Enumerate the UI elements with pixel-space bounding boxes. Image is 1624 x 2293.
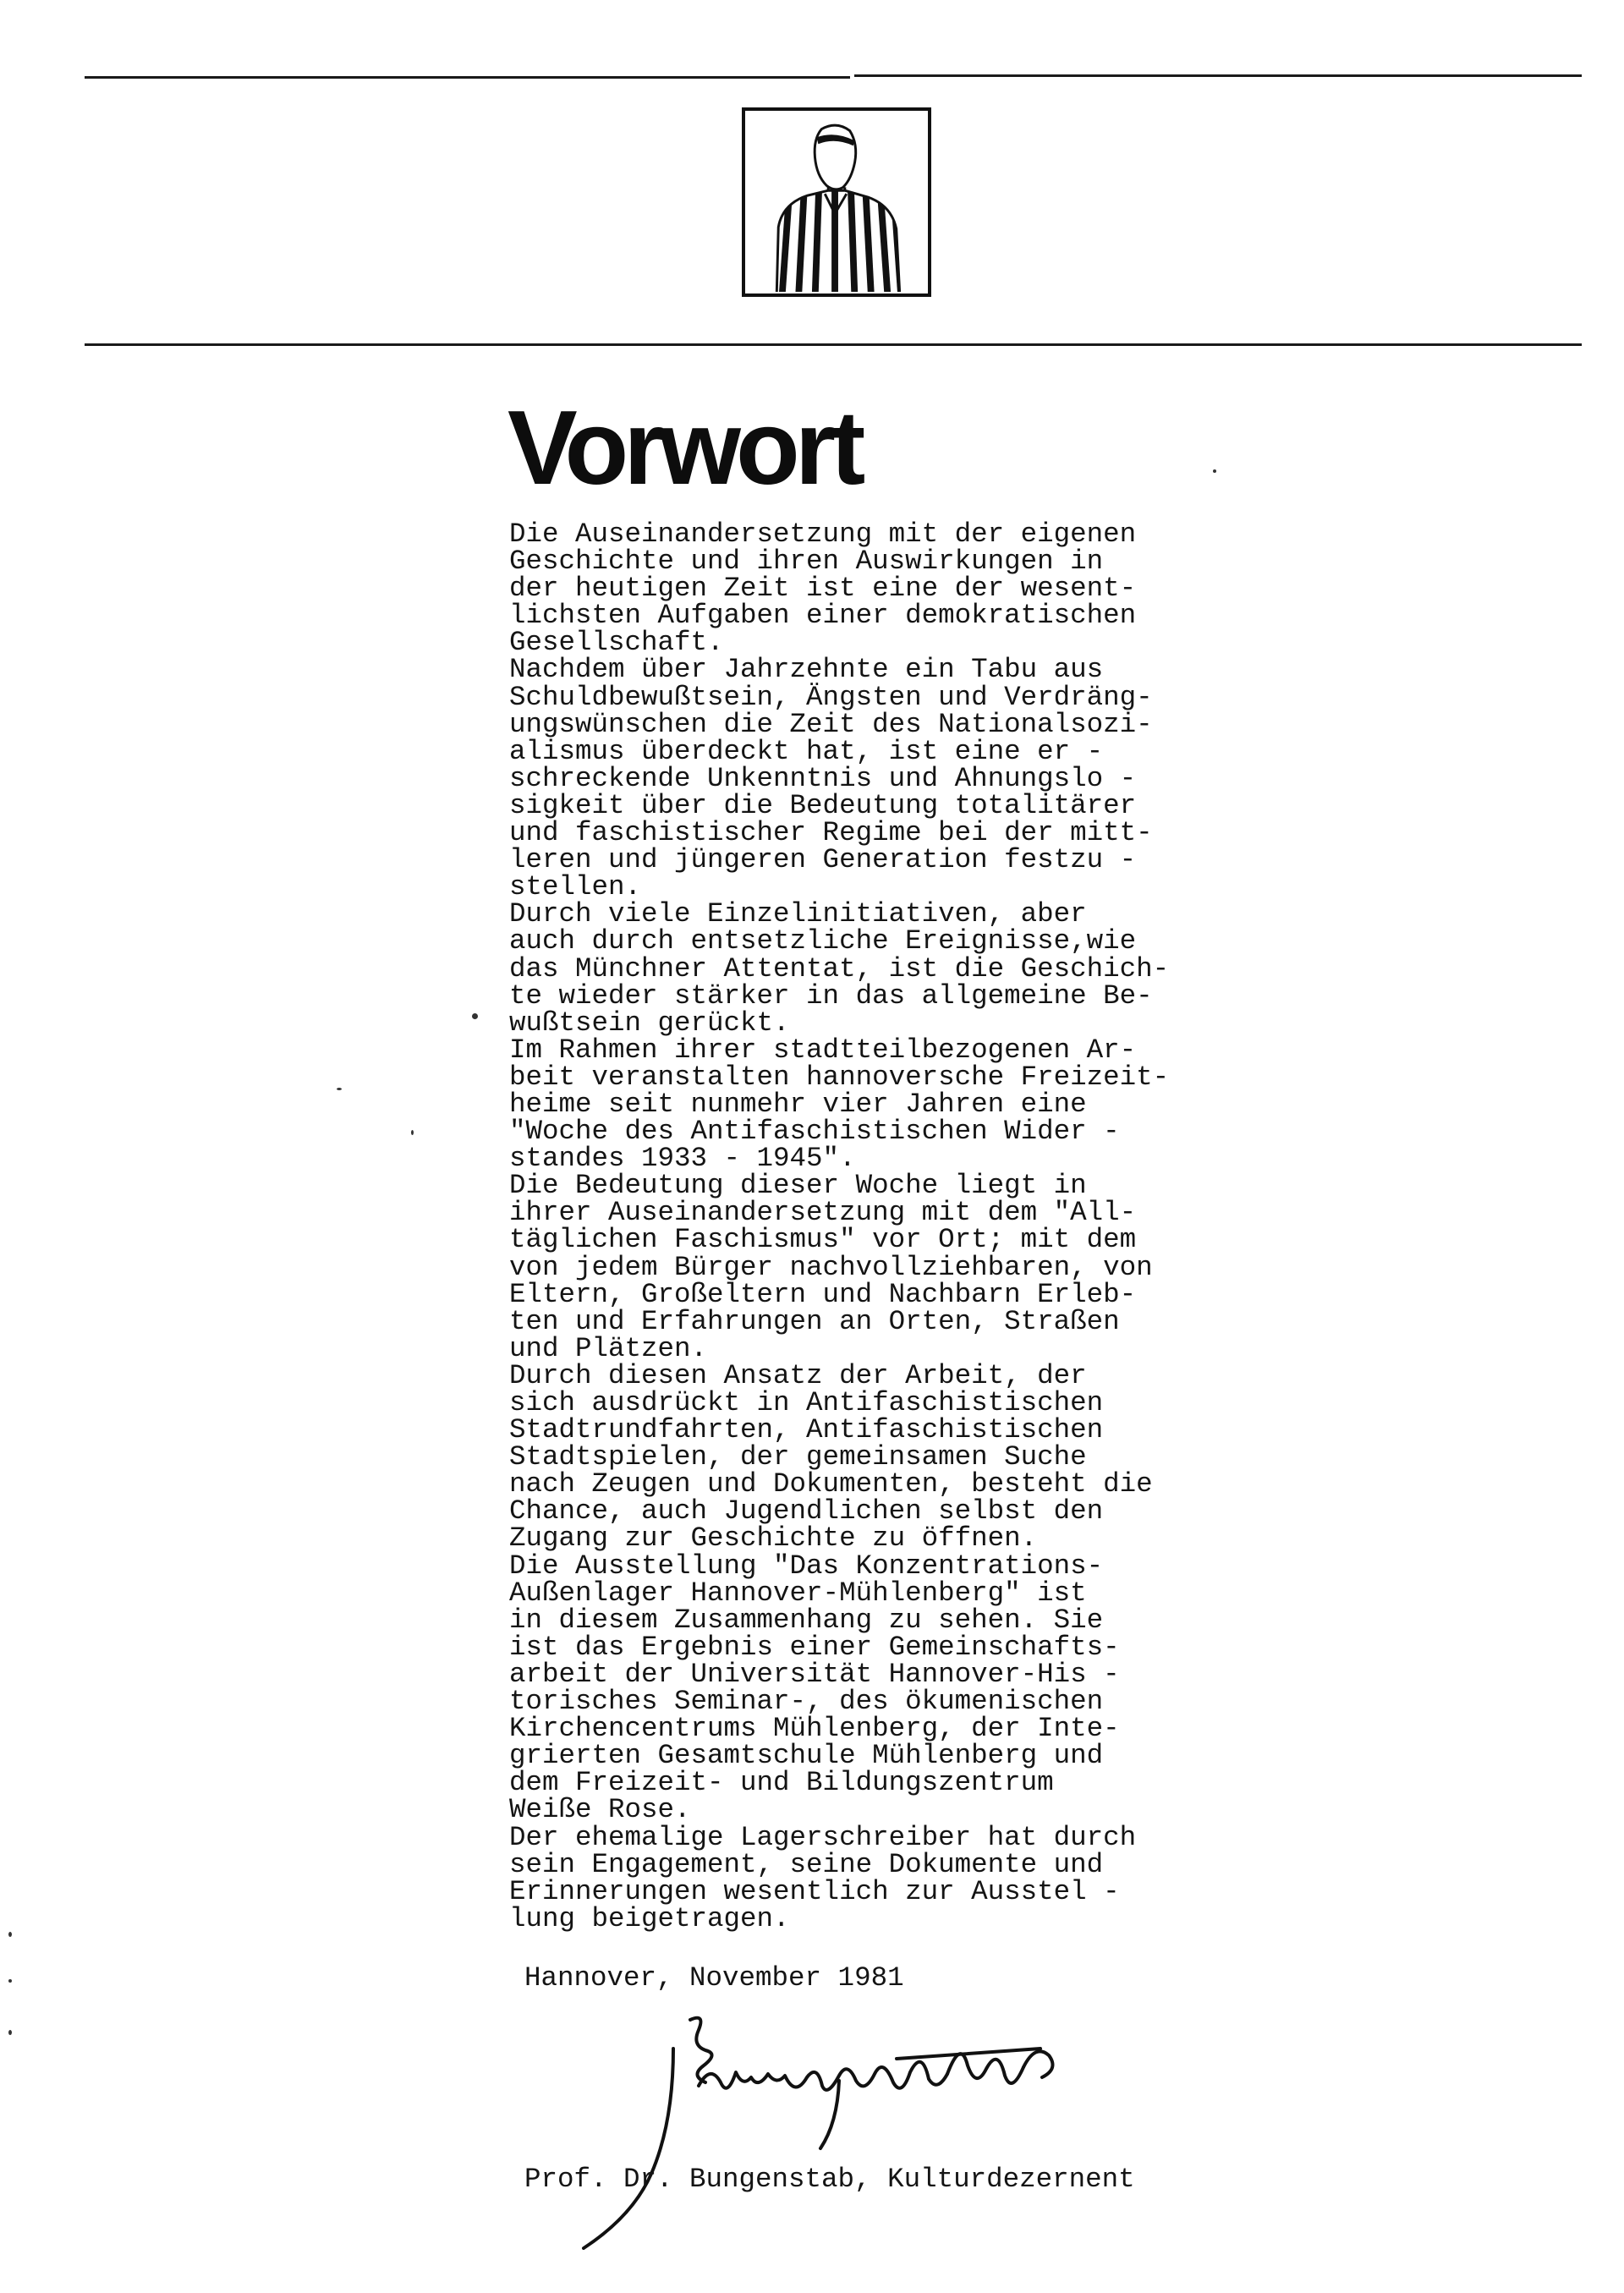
body-line: wußtsein gerückt.	[509, 1007, 790, 1039]
scan-speck	[472, 1013, 478, 1019]
body-line: sein Engagement, seine Dokumente und	[509, 1848, 1104, 1880]
body-line: ihrer Auseinandersetzung mit dem "All-	[509, 1197, 1137, 1229]
body-line: torisches Seminar-, des ökumenischen	[509, 1686, 1104, 1718]
page-title: Vorwort	[508, 390, 861, 507]
body-line: ungswünschen die Zeit des Nationalsozi-	[509, 708, 1153, 740]
body-line: Schuldbewußtsein, Ängsten und Verdräng-	[509, 681, 1153, 713]
scan-speck	[411, 1130, 414, 1135]
body-line: Kirchencentrums Mühlenberg, der Inte-	[509, 1713, 1120, 1745]
body-line: Chance, auch Jugendlichen selbst den	[509, 1495, 1104, 1528]
scan-speck	[8, 1932, 12, 1937]
body-line: dem Freizeit- und Bildungszentrum	[509, 1767, 1054, 1799]
body-line: Gesellschaft.	[509, 627, 724, 659]
body-line: alismus überdeckt hat, ist eine er -	[509, 735, 1104, 767]
body-line: Außenlager Hannover-Mühlenberg" ist	[509, 1577, 1087, 1609]
body-line: grierten Gesamtschule Mühlenberg und	[509, 1740, 1104, 1772]
body-line: der heutigen Zeit ist eine der wesent-	[509, 573, 1137, 605]
body-line: Zugang zur Geschichte zu öffnen.	[509, 1522, 1038, 1555]
body-line: das Münchner Attentat, ist die Geschich-	[509, 952, 1170, 985]
body-line: Stadtspielen, der gemeinsamen Suche	[509, 1441, 1087, 1473]
body-line: und faschistischer Regime bei der mitt-	[509, 817, 1153, 849]
scan-speck	[8, 1979, 12, 1983]
body-line: Der ehemalige Lagerschreiber hat durch	[509, 1821, 1137, 1853]
body-line: beit veranstalten hannoversche Freizeit-	[509, 1061, 1170, 1093]
bottom-rule	[85, 343, 1582, 346]
preface-body	[509, 518, 1203, 1934]
scan-speck	[8, 2030, 12, 2035]
body-line: ten und Erfahrungen an Orten, Straßen	[509, 1305, 1120, 1337]
body-line: täglichen Faschismus" vor Ort; mit dem	[509, 1224, 1137, 1256]
body-line: Im Rahmen ihrer stadtteilbezogenen Ar-	[509, 1034, 1137, 1066]
body-line: nach Zeugen und Dokumenten, besteht die	[509, 1468, 1153, 1500]
body-line: Weiße Rose.	[509, 1794, 691, 1826]
body-line: leren und jüngeren Generation festzu -	[509, 844, 1137, 876]
body-line: standes 1933 - 1945".	[509, 1143, 856, 1175]
prisoner-figure-icon	[742, 107, 931, 297]
body-line: Die Auseinandersetzung mit der eigenen	[509, 518, 1137, 550]
body-line: von jedem Bürger nachvollziehbaren, von	[509, 1251, 1153, 1283]
body-line: "Woche des Antifaschistischen Wider -	[509, 1116, 1120, 1148]
body-line: Erinnerungen wesentlich zur Ausstel -	[509, 1875, 1120, 1907]
body-line: Geschichte und ihren Auswirkungen in	[509, 546, 1104, 578]
body-line: lung beigetragen.	[509, 1902, 790, 1934]
scan-speck	[1213, 469, 1216, 473]
body-line: stellen.	[509, 871, 642, 903]
place-and-date: Hannover, November 1981	[524, 1962, 904, 1994]
body-line: Stadtrundfahrten, Antifaschistischen	[509, 1414, 1104, 1446]
body-line: sigkeit über die Bedeutung totalitärer	[509, 789, 1137, 821]
body-line: ist das Ergebnis einer Gemeinschafts-	[509, 1631, 1120, 1663]
body-line: und Plätzen.	[509, 1332, 708, 1364]
body-line: Eltern, Großeltern und Nachbarn Erleb-	[509, 1278, 1137, 1310]
body-line: te wieder stärker in das allgemeine Be-	[509, 979, 1153, 1012]
top-rule-left	[85, 76, 850, 79]
body-line: Nachdem über Jahrzehnte ein Tabu aus	[509, 654, 1104, 686]
body-line: Die Ausstellung "Das Konzentrations-	[509, 1550, 1104, 1582]
body-line: in diesem Zusammenhang zu sehen. Sie	[509, 1604, 1104, 1636]
body-line: Die Bedeutung dieser Woche liegt in	[509, 1170, 1087, 1202]
signatory-line: Prof. Dr. Bungenstab, Kulturdezernent	[524, 2164, 1135, 2195]
body-line: auch durch entsetzliche Ereignisse,wie	[509, 925, 1137, 957]
body-line: lichsten Aufgaben einer demokratischen	[509, 600, 1137, 632]
scan-speck	[337, 1088, 342, 1090]
body-line: sich ausdrückt in Antifaschistischen	[509, 1387, 1104, 1418]
body-line: heime seit nunmehr vier Jahren eine	[509, 1088, 1087, 1120]
body-line: schreckende Unkenntnis und Ahnungslo -	[509, 762, 1137, 794]
body-line: Durch diesen Ansatz der Arbeit, der	[509, 1359, 1087, 1391]
body-line: arbeit der Universität Hannover-His -	[509, 1658, 1120, 1690]
top-rule-right	[854, 74, 1582, 77]
body-line: Durch viele Einzelinitiativen, aber	[509, 898, 1087, 930]
handwritten-signature	[524, 2005, 1184, 2250]
